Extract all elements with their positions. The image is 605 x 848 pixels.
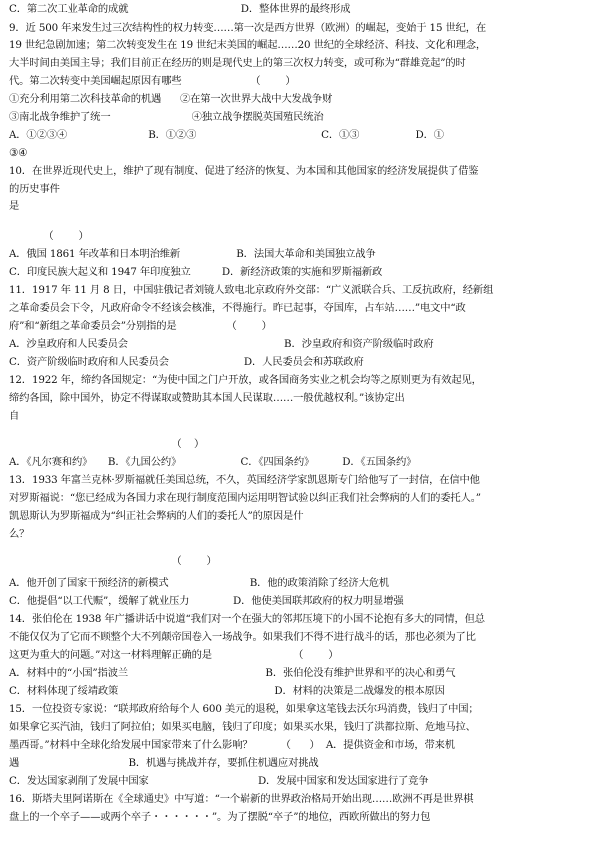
- text-line: （ ）: [9, 438, 205, 450]
- text-line: 16．斯塔夫里阿诺斯在《全球通史》中写道：“一个崭新的世界政治格局开始出现……欧洲不再是世界棋: [9, 793, 474, 805]
- text-line: 这更为重大的问题。”对这一材料理解正确的是 （ ）: [9, 649, 339, 661]
- text-line: 不能仅仅为了它而不顾整个大不列颠帝国卷入一场战争。如果我们不得不进行战斗的话，那也必须为了比: [9, 631, 476, 643]
- text-line: 是: [9, 200, 20, 212]
- text-line: 么？: [9, 528, 30, 540]
- text-line: ③④: [9, 147, 28, 159]
- text-line: 11．1917 年 11 月 8 日，中国驻俄记者刘镜人致电北京政府外交部：“广义派联合兵、工反抗政府，经新组: [9, 284, 494, 296]
- text-line: 凯恩斯认为罗斯福成为“纠正社会弊病的人们的委托人”的原因是什: [9, 510, 304, 522]
- text-line: 19 世纪急剧加速；第二次转变发生在 19 世纪末美国的崛起……20 世纪的全球经济、科技、文化和理念，: [9, 39, 487, 51]
- text-line: C．第二次工业革命的成就 D．整体世界的最终形成: [9, 3, 351, 15]
- text-line: A．他开创了国家干预经济的新模式 B．他的政策消除了经济大危机: [9, 577, 390, 589]
- text-line: ①充分利用第二次科技革命的机遇 ②在第一次世界大战中大发战争财: [9, 93, 333, 105]
- text-line: 13．1933 年富兰克林·罗斯福就任美国总统，不久，英国经济学家凯恩斯专门给他写了一封信，在信中他: [9, 474, 480, 486]
- text-line: A．材料中的“小国”指波兰 B．张伯伦没有维护世界和平的决心和勇气: [9, 667, 456, 679]
- text-line: 墨西哥。”材料中全球化给发展中国家带来了什么影响？ （ ） A．提供资金和市场，带来机: [9, 739, 455, 751]
- text-line: ③南北战争维护了统一 ④独立战争摆脱英国殖民统治: [9, 111, 324, 123]
- text-line: 14．张伯伦在 1938 年广播讲话中说道“我们对一个在强大的邻邦压境下的小国不论抱有多大的同情，但总: [9, 613, 485, 625]
- text-line: C．资产阶级临时政府和人民委员会 D．人民委员会和苏联政府: [9, 356, 364, 368]
- text-line: 遇 B．机遇与挑战并存，要抓住机遇应对挑战: [9, 757, 319, 769]
- text-line: A．《凡尔赛和约》 B．《九国公约》 C．《四国条约》 D．《五国条约》: [9, 456, 417, 468]
- text-line: 15．一位投资专家说：“联邦政府给每个人 600 美元的退税，如果拿这笔钱去沃尔玛消费，钱归了中国；: [9, 703, 479, 715]
- text-line: C．印度民族大起义和 1947 年印度独立 D．新经济政策的实施和罗斯福新政: [9, 266, 383, 278]
- text-line: 对罗斯福说：“您已经成为各国力求在现行制度范围内运用明智试验以纠正我们社会弊病的人们的委托人。”: [9, 492, 481, 504]
- text-line: 府”和“新组之革命委员会”分别指的是 （ ）: [9, 320, 272, 332]
- text-line: 的历史事件: [9, 183, 60, 195]
- text-line: A．沙皇政府和人民委员会 B．沙皇政府和资产阶级临时政府: [9, 338, 434, 350]
- text-line: A．俄国 1861 年改革和日本明治维新 B．法国大革命和美国独立战争: [9, 248, 376, 260]
- text-line: C．发达国家剥削了发展中国家 D．发展中国家和发达国家进行了竞争: [9, 775, 429, 787]
- text-line: （ ）: [9, 230, 89, 242]
- text-line: C．材料体现了绥靖政策 D．材料的决策是二战爆发的根本原因: [9, 685, 445, 697]
- text-line: 之革命委员会下令，凡政府命令不经该会核准，不得施行。昨已起事，夺国库，占车站……”电文中“政: [9, 302, 466, 314]
- text-line: 自: [9, 410, 20, 422]
- text-line: 大半时间由美国主导；我们目前正在经历的则是现代史上的第三次权力转变，或可称为“群雄竞起”的时: [9, 57, 466, 69]
- text-line: 10．在世界近现代史上，维护了现有制度、促进了经济的恢复、为本国和其他国家的经济发展提供了借鉴: [9, 165, 479, 177]
- text-line: 缔约各国，除中国外，协定不得谋取或赞助其本国人民谋取……一般优越权利。”该协定出: [9, 392, 405, 404]
- text-line: 9．近 500 年来发生过三次结构性的权力转变……第一次是西方世界（欧洲）的崛起，变始于 15 世纪，在: [9, 22, 487, 34]
- text-line: 盘上的一个卒子——或两个卒子・・・・・・”。为了摆脱“卒子”的地位，西欧所做出的努力包: [9, 811, 431, 823]
- text-line: 12．1922 年，缔约各国规定：“为使中国之门户开放，或各国商务实业之机会均等之原则更为有效起见，: [9, 374, 482, 386]
- text-line: 如果拿它买汽油，钱归了阿拉伯；如果买电脑，钱归了印度；如果买水果，钱归了洪都拉斯、危地马拉、: [9, 721, 476, 733]
- text-line: C．他提倡“以工代赈”，缓解了就业压力 D．他使美国联邦政府的权力明显增强: [9, 595, 404, 607]
- text-line: （ ）: [9, 555, 217, 567]
- text-line: 代。第二次转变中美国崛起原因有哪些 （ ）: [9, 75, 296, 87]
- text-line: A．①②③④ B．①②③ C．①③ D．①: [9, 129, 444, 141]
